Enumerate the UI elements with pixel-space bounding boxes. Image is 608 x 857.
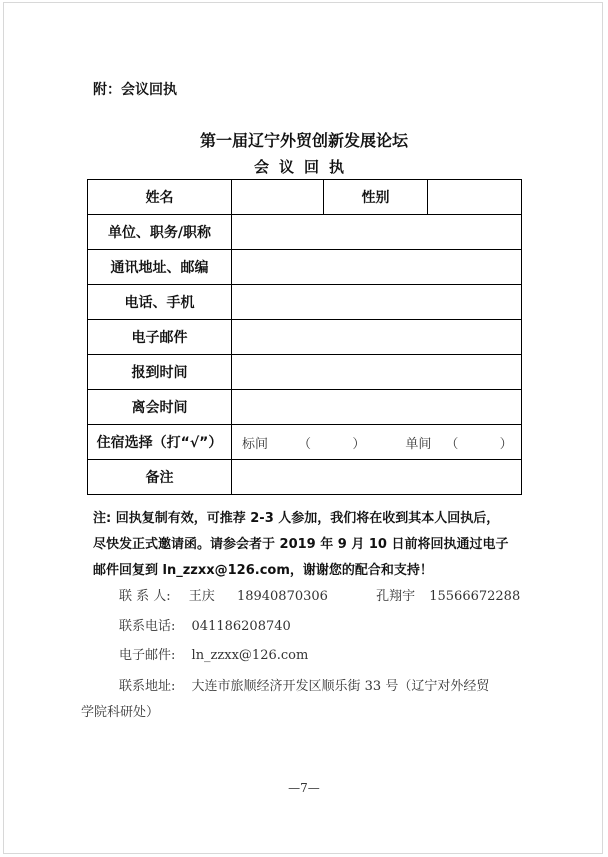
lodging-label: 住宿选择（打“√”） bbox=[88, 425, 232, 460]
contact-email-row bbox=[93, 643, 533, 669]
name-label: 姓名 bbox=[88, 180, 232, 215]
document-title: 第一届辽宁外贸创新发展论坛 bbox=[199, 131, 408, 150]
contact-email-value[interactable]: ln_zzxx@126.com bbox=[191, 648, 309, 663]
email-label: 电子邮件 bbox=[88, 320, 232, 355]
contact-people-label: 联 系 人: bbox=[119, 589, 171, 604]
remarks-field[interactable] bbox=[232, 460, 522, 495]
gender-field[interactable] bbox=[428, 180, 522, 215]
email-field[interactable] bbox=[232, 320, 522, 355]
unit-field[interactable] bbox=[232, 215, 522, 250]
contact-address-line2: 学院科研处） bbox=[81, 705, 160, 720]
leave-field[interactable] bbox=[232, 390, 522, 425]
gender-label: 性别 bbox=[324, 180, 428, 215]
document-subtitle: 会议回执 bbox=[253, 158, 354, 176]
note-line: 注: 回执复制有效，可推荐 2-3 人参加，我们将在收到其本人回执后， bbox=[93, 511, 500, 526]
contact-address-line1: 大连市旅顺经济开发区顺乐街 33 号（辽宁对外经贸 bbox=[191, 679, 490, 694]
page-number: —7— bbox=[288, 781, 320, 795]
contact-address-row bbox=[81, 674, 533, 726]
note-line: 尽快发正式邀请函。请参会者于 2019 年 9 月 10 日前将回执通过电子 bbox=[93, 537, 509, 552]
lodging-standard-checkbox[interactable]: （ ） bbox=[298, 436, 366, 452]
form-row-email bbox=[88, 320, 522, 355]
contact-person2-phone: 15566672288 bbox=[429, 589, 521, 604]
form-row-name bbox=[88, 180, 522, 215]
note-paragraph bbox=[93, 506, 519, 584]
phone-field[interactable] bbox=[232, 285, 522, 320]
leave-label: 离会时间 bbox=[88, 390, 232, 425]
contact-address-label: 联系地址: bbox=[119, 679, 176, 694]
form-row-checkin bbox=[88, 355, 522, 390]
form-row-lodging bbox=[88, 425, 522, 460]
address-field[interactable] bbox=[232, 250, 522, 285]
lodging-standard-label: 标间 bbox=[242, 436, 269, 452]
lodging-single-checkbox[interactable]: （ ） bbox=[445, 436, 513, 452]
form-row-phone bbox=[88, 285, 522, 320]
checkin-label: 报到时间 bbox=[88, 355, 232, 390]
contact-tel-value: 041186208740 bbox=[191, 619, 291, 634]
checkin-field[interactable] bbox=[232, 355, 522, 390]
form-row-unit bbox=[88, 215, 522, 250]
lodging-single-label: 单间 bbox=[405, 436, 432, 452]
note-line: 邮件回复到 ln_zzxx@126.com，谢谢您的配合和支持！ bbox=[93, 563, 433, 578]
phone-label: 电话、手机 bbox=[88, 285, 232, 320]
contact-person1-name: 王庆 bbox=[188, 589, 215, 604]
contact-people-row bbox=[93, 584, 533, 610]
contact-person1-phone: 18940870306 bbox=[236, 589, 328, 604]
contact-tel-label: 联系电话: bbox=[119, 619, 176, 634]
receipt-form-table bbox=[87, 179, 522, 495]
attachment-label: 附：会议回执 bbox=[93, 82, 177, 98]
form-row-address bbox=[88, 250, 522, 285]
unit-label: 单位、职务/职称 bbox=[88, 215, 232, 250]
contact-person2-name: 孔翔宇 bbox=[376, 589, 416, 604]
contact-tel-row bbox=[93, 614, 533, 640]
lodging-choice-cell bbox=[232, 425, 522, 460]
address-label: 通讯地址、邮编 bbox=[88, 250, 232, 285]
contact-email-label: 电子邮件: bbox=[119, 648, 176, 663]
name-field[interactable] bbox=[232, 180, 324, 215]
form-row-leave bbox=[88, 390, 522, 425]
remarks-label: 备注 bbox=[88, 460, 232, 495]
form-row-remarks bbox=[88, 460, 522, 495]
